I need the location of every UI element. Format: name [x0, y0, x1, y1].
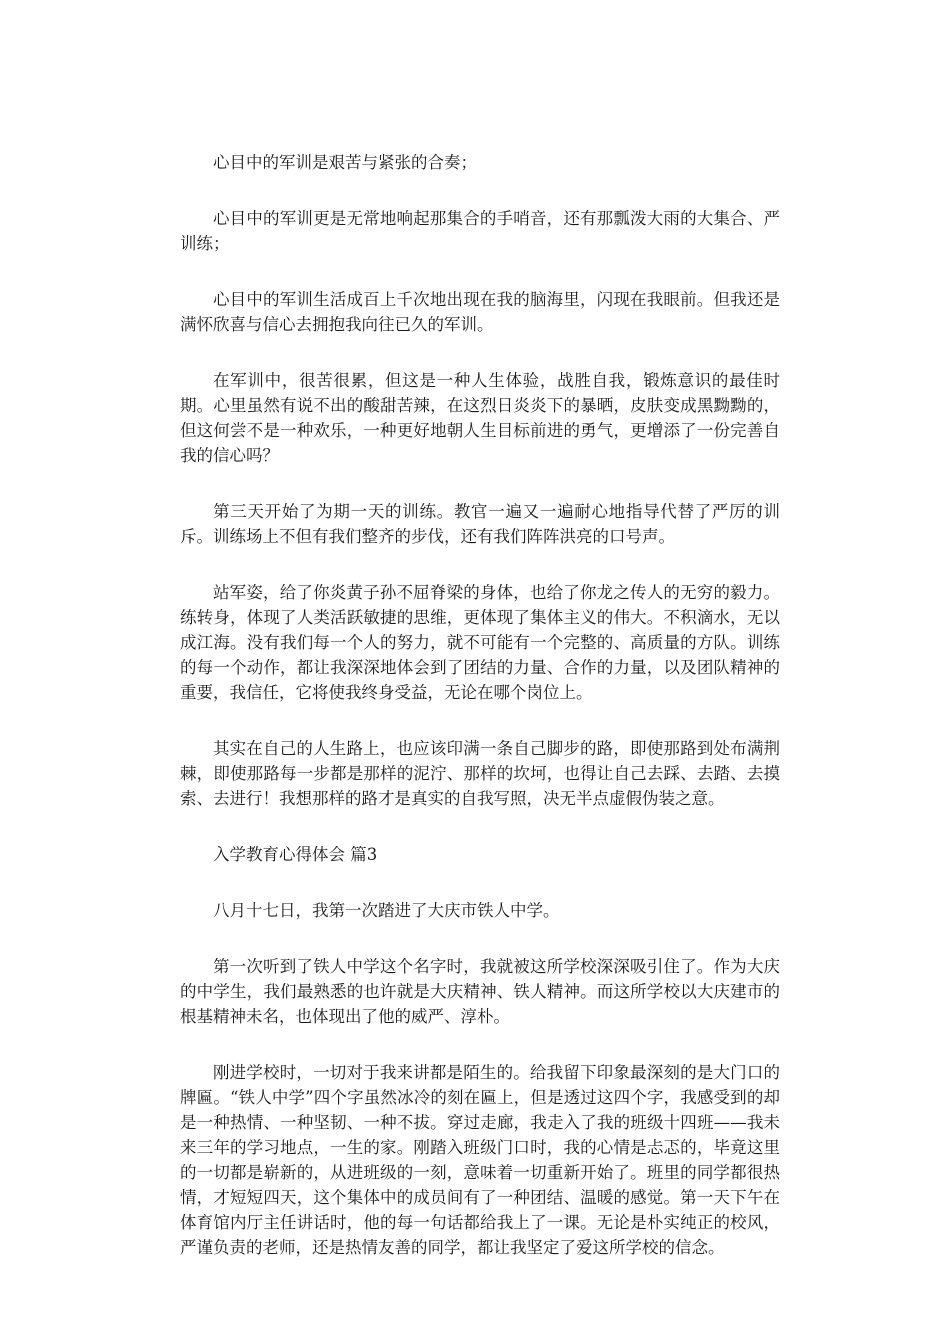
paragraph: 站军姿，给了你炎黄子孙不屈脊梁的身体，也给了你龙之传人的无穷的毅力。练转身，体现了人类活跃敏捷的思维，更体现了集体主义的伟大。不积滴水，无以成江海。没有我们每一个人的努力，就不可能有一个完整的、高质量的方队。训练的每一个动作，都让我深深地体会到了团结的力量、合作的力量，以及团队精神的重要，我信任，它将使我终身受益，无论在哪个岗位上。: [180, 583, 780, 702]
paragraph: 刚进学校时，一切对于我来讲都是陌生的。给我留下印象最深刻的是大门口的牌匾。“铁人中学”四个字虽然冰冷的刻在匾上，但是透过这四个字，我感受到的却是一种热情、一种坚韧、一种不拔。穿过走廊，我走入了我的班级十四班——我未来三年的学习地点，一生的家。刚踏入班级门口时，我的心情是忐忑的，毕竟这里的一切都是崭新的，从进班级的一刻，意味着一切重新开始了。班里的同学都很热情，才短短四天，这个集体中的成员间有了一种团结、温暖的感觉。第一天下午在体育馆内厅主任讲话时，他的每一句话都给我上了一课。无论是朴实纯正的校风，严谨负责的老师，还是热情友善的同学，都让我坚定了爱这所学校的信念。: [180, 1063, 780, 1257]
paragraph: 在军训中，很苦很累，但这是一种人生体验，战胜自我，锻炼意识的最佳时期。心里虽然有说不出的酸甜苦辣，在这烈日炎炎下的暴晒，皮肤变成黑黝黝的，但这何尝不是一种欢乐，一种更好地朝人生目标前进的勇气，更增添了一份完善自我的信心吗？: [180, 371, 780, 465]
paragraph: 八月十七日，我第一次踏进了大庆市铁人中学。: [213, 901, 560, 920]
paragraph: 心目中的军训是艰苦与紧张的合奏；: [213, 153, 477, 172]
paragraph: 其实在自己的人生路上，也应该印满一条自己脚步的路，即使那路到处布满荆棘，即使那路每一步都是那样的泥泞、那样的坎坷，也得让自己去踩、去踏、去摸索、去进行！我想那样的路才是真实的自我写照，决无半点虚假伪装之意。: [180, 739, 780, 808]
paragraph: 第一次听到了铁人中学这个名字时，我就被这所学校深深吸引住了。作为大庆的中学生，我们最熟悉的也许就是大庆精神、铁人精神。而这所学校以大庆建市的根基精神未名，也体现出了他的威严、淳朴。: [180, 957, 780, 1026]
paragraph: 心目中的军训更是无常地响起那集合的手哨音，还有那瓢泼大雨的大集合、严训练；: [180, 209, 780, 253]
document-page: [180, 150, 780, 1260]
section-heading: 入学教育心得体会 篇3: [213, 845, 378, 864]
paragraph: 第三天开始了为期一天的训练。教官一遍又一遍耐心地指导代替了严厉的训斥。训练场上不但有我们整齐的步伐，还有我们阵阵洪亮的口号声。: [180, 502, 780, 546]
paragraph: 心目中的军训生活成百上千次地出现在我的脑海里，闪现在我眼前。但我还是满怀欣喜与信心去拥抱我向往已久的军训。: [180, 290, 780, 334]
